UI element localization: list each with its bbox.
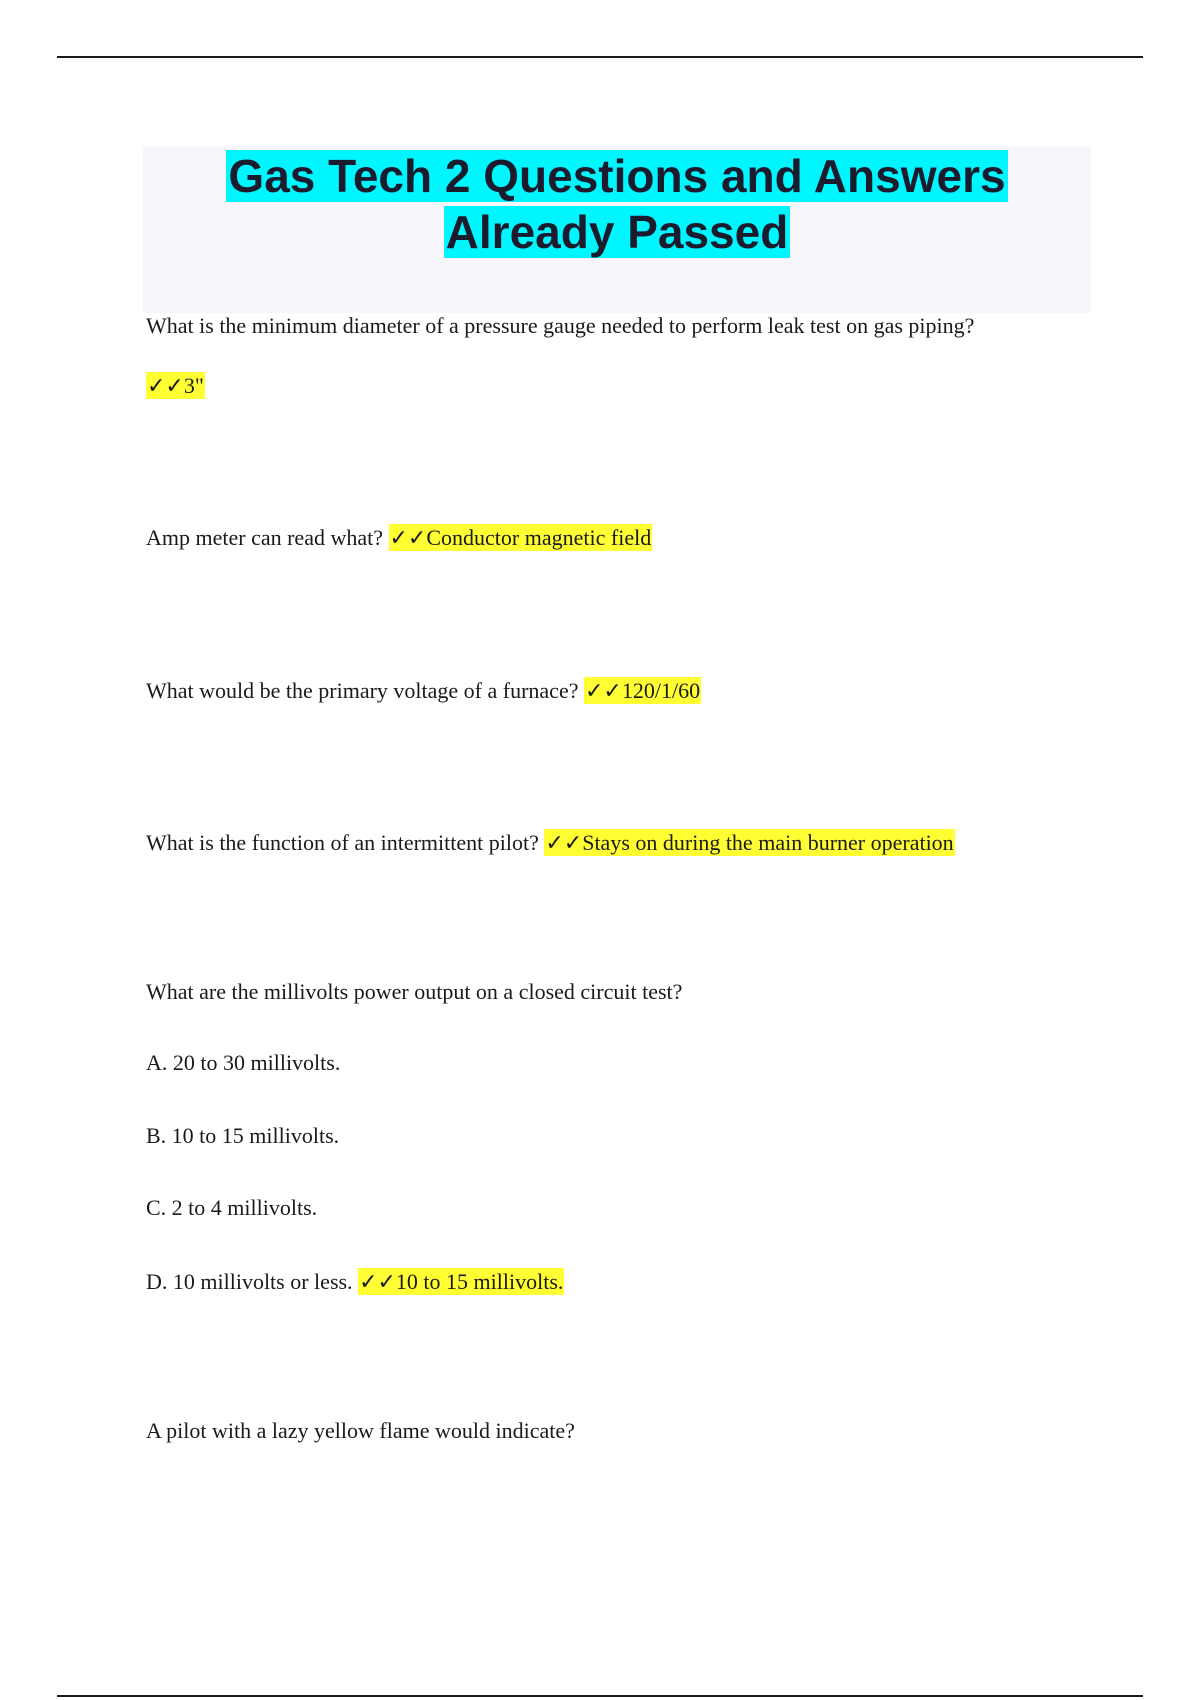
question-2: Amp meter can read what? xyxy=(146,525,383,550)
option-5c: C. 2 to 4 millivolts. xyxy=(146,1195,318,1220)
option-5b: B. 10 to 15 millivolts. xyxy=(146,1123,340,1148)
answer-1: ✓✓3" xyxy=(147,373,204,398)
title-block xyxy=(143,146,1091,313)
question-5: What are the millivolts power output on a closed circuit test? xyxy=(146,979,683,1004)
answer-3: ✓✓120/1/60 xyxy=(584,678,701,703)
question-4: What is the function of an intermittent pilot? xyxy=(146,830,539,855)
title-line-1: Gas Tech 2 Questions and Answers xyxy=(228,150,1006,202)
answer-4: ✓✓Stays on during the main burner operation xyxy=(545,830,954,855)
question-3-line xyxy=(146,676,701,706)
option-5a: A. 20 to 30 millivolts. xyxy=(146,1050,341,1075)
answer-5: ✓✓10 to 15 millivolts. xyxy=(359,1269,564,1294)
document-title xyxy=(143,146,1091,260)
header-rule xyxy=(57,56,1143,58)
question-4-line xyxy=(146,828,955,858)
answer-2: ✓✓Conductor magnetic field xyxy=(389,525,652,550)
title-line-2: Already Passed xyxy=(445,206,789,258)
question-3: What would be the primary voltage of a furnace? xyxy=(146,678,579,703)
question-2-line xyxy=(146,523,652,553)
answer-1-line xyxy=(146,371,205,401)
question-6: A pilot with a lazy yellow flame would indicate? xyxy=(146,1418,575,1443)
option-5d: D. 10 millivolts or less. xyxy=(146,1269,353,1294)
option-5d-line xyxy=(146,1267,564,1297)
question-1: What is the minimum diameter of a pressure gauge needed to perform leak test on gas piping? xyxy=(146,313,975,338)
footer-rule xyxy=(57,1695,1143,1697)
